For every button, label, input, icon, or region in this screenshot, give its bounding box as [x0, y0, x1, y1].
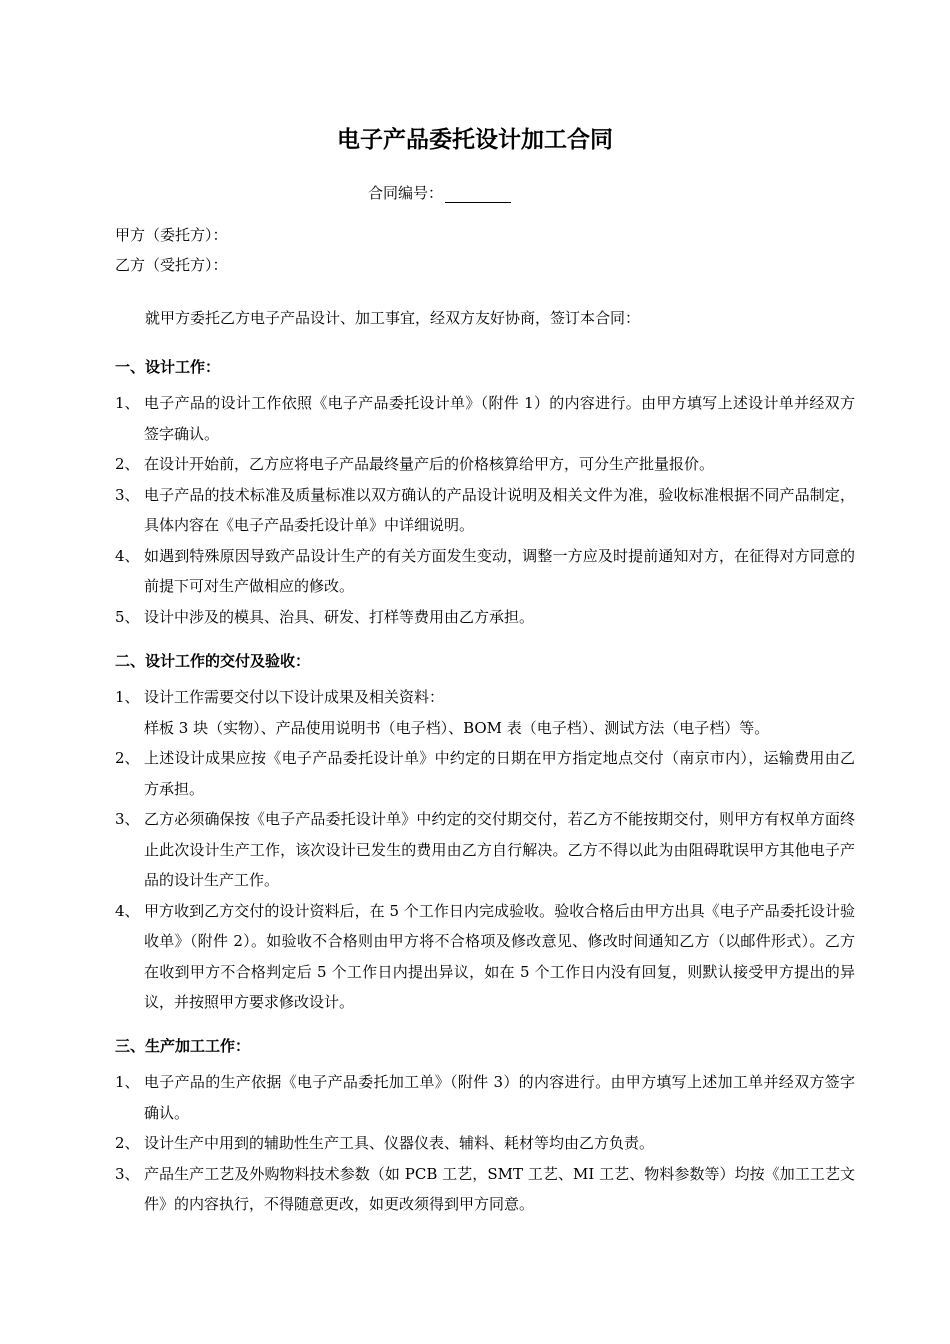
clause-text: 甲方收到乙方交付的设计资料后，在 5 个工作日内完成验收。验收合格后由甲方出具《电子产品委托设计验收单》（附件 2）。如验收不合格则由甲方将不合格项及修改意见、修改时间通知乙方（以邮件形式）。乙方在收到甲方不合格判定后 5 个工作日内提出异议，如在 5 个工作日内没有回复，则默认接受甲方提出的异议，并按照甲方要求修改设计。 — [144, 901, 855, 1011]
clause-number: 1、 — [115, 688, 140, 706]
contract-number-label: 合同编号： — [368, 184, 444, 202]
clause-text: 在设计开始前，乙方应将电子产品最终量产后的价格核算给甲方，可分生产批量报价。 — [144, 455, 715, 473]
clause-text: 电子产品的技术标准及质量标准以双方确认的产品设计说明及相关文件为准，验收标准根据不同产品制定，具体内容在《电子产品委托设计单》中详细说明。 — [144, 485, 855, 534]
section-design-work — [115, 356, 855, 632]
clause-number: 2、 — [115, 749, 140, 767]
contract-number-line — [368, 182, 511, 203]
clause-number: 2、 — [115, 1134, 140, 1152]
clause-text: 设计工作需要交付以下设计成果及相关资料： — [144, 688, 445, 706]
section-heading: 三、生产加工工作： — [115, 1037, 251, 1055]
contract-number-blank — [445, 188, 511, 203]
clause-number: 1、 — [115, 1073, 140, 1091]
clause-number: 4、 — [115, 546, 140, 565]
clause-item — [115, 896, 855, 1018]
clause-item — [115, 541, 855, 602]
section-heading: 一、设计工作： — [115, 358, 221, 376]
clause-item — [115, 602, 855, 633]
clause-number: 4、 — [115, 901, 140, 920]
party-b-line: 乙方（受托方）： — [115, 256, 228, 274]
section-production-processing — [115, 1035, 855, 1220]
clause-number: 3、 — [115, 810, 140, 828]
clause-item — [115, 480, 855, 541]
clause-number: 3、 — [115, 1164, 140, 1183]
clause-text: 如遇到特殊原因导致产品设计生产的有关方面发生变动，调整一方应及时提前通知对方，在征得对方同意的前提下可对生产做相应的修改。 — [144, 546, 855, 595]
clause-item — [115, 1128, 855, 1159]
clause-item — [115, 804, 855, 896]
clause-item — [115, 1159, 855, 1220]
clause-text: 上述设计成果应按《电子产品委托设计单》中约定的日期在甲方指定地点交付（南京市内），运输费用由乙方承担。 — [144, 749, 855, 798]
intro-paragraph: 就甲方委托乙方电子产品设计、加工事宜，经双方友好协商，签订本合同： — [145, 309, 641, 327]
clause-number: 3、 — [115, 485, 140, 504]
clause-text: 电子产品的设计工作依照《电子产品委托设计单》（附件 1）的内容进行。由甲方填写上述设计单并经双方签字确认。 — [144, 394, 855, 443]
document-title: 电子产品委托设计加工合同 — [337, 127, 613, 153]
clause-item — [115, 682, 855, 743]
clause-item — [115, 449, 855, 480]
clause-text: 设计生产中用到的辅助性生产工具、仪器仪表、辅料、耗材等均由乙方负责。 — [144, 1134, 655, 1152]
clause-text: 产品生产工艺及外购物料技术参数（如 PCB 工艺，SMT 工艺、MI 工艺、物料参数等）均按《加工工艺文件》的内容执行，不得随意更改，如更改须得到甲方同意。 — [144, 1164, 855, 1213]
clause-number: 1、 — [115, 394, 140, 412]
clause-number: 5、 — [115, 607, 140, 626]
clause-text: 乙方必须确保按《电子产品委托设计单》中约定的交付期交付，若乙方不能按期交付，则甲方有权单方面终止此次设计生产工作，该次设计已发生的费用由乙方自行解决。乙方不得以此为由阻碍耽误甲方其他电子产品的设计生产工作。 — [144, 810, 855, 889]
party-a-line: 甲方（委托方）： — [115, 226, 228, 244]
clause-item — [115, 1067, 855, 1128]
clause-text: 设计中涉及的模具、治具、研发、打样等费用由乙方承担。 — [144, 607, 535, 626]
section-heading: 二、设计工作的交付及验收： — [115, 652, 311, 670]
clause-item — [115, 388, 855, 449]
section-delivery-acceptance — [115, 650, 855, 1018]
clause-text: 电子产品的生产依据《电子产品委托加工单》（附件 3）的内容进行。由甲方填写上述加工单并经双方签字确认。 — [144, 1073, 855, 1122]
clause-subtext: 样板 3 块（实物）、产品使用说明书（电子档）、BOM 表（电子档）、测试方法（电子档）等。 — [144, 718, 770, 737]
clause-number: 2、 — [115, 455, 140, 473]
clause-item — [115, 743, 855, 804]
